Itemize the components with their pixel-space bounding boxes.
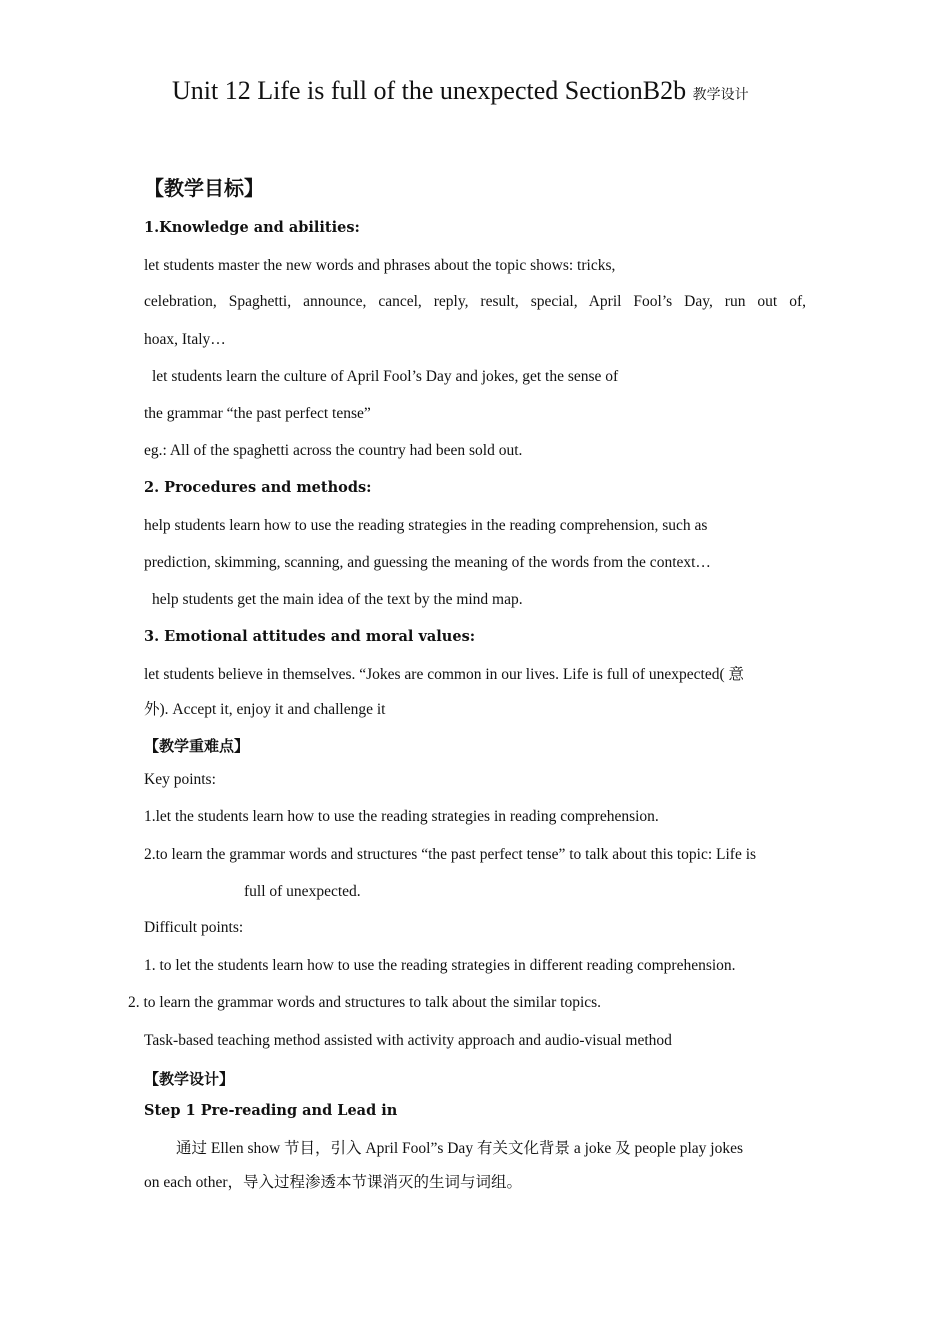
section2-heading: 2. Procedures and methods: [144, 479, 372, 496]
document-title [172, 76, 749, 106]
section1-line5: the grammar “the past perfect tense” [144, 405, 371, 422]
heading-design: 【教学设计】 [144, 1070, 235, 1088]
step1-paragraph-line1: 通过 Ellen show 节目，引入 April Fool”s Day 有关文化背景 a joke 及 people play jokes [176, 1140, 743, 1157]
section1-line3: hoax, Italy… [144, 331, 226, 348]
section1-heading: 1.Knowledge and abilities: [144, 219, 360, 236]
section2-line1: help students learn how to use the reading strategies in the reading comprehension, such as [144, 517, 708, 534]
step1-paragraph-line2: on each other，导入过程渗透本节课消灭的生词与词组。 [144, 1174, 522, 1191]
key-point-2b: full of unexpected. [244, 883, 361, 900]
section3-line2: 外). Accept it, enjoy it and challenge it [144, 701, 386, 718]
section2-line2: prediction, skimming, scanning, and guessing the meaning of the words from the context… [144, 554, 711, 571]
section1-line4: let students learn the culture of April Fool’s Day and jokes, get the sense of [152, 368, 619, 385]
difficult-point-1: 1. to let the students learn how to use the reading strategies in different reading comprehension. [144, 957, 736, 974]
section3-line1: let students believe in themselves. “Jokes are common in our lives. Life is full of unexpected( 意 [144, 666, 745, 683]
heading-objectives: 【教学目标】 [144, 176, 264, 200]
heading-keypoints: 【教学重难点】 [144, 737, 250, 755]
key-points-label: Key points: [144, 771, 216, 788]
teaching-method: Task-based teaching method assisted with activity approach and audio-visual method [144, 1032, 672, 1049]
section1-line2: celebration, Spaghetti, announce, cancel, reply, result, special, April Fool’s Day, run out of, [144, 293, 806, 310]
difficult-points-label: Difficult points: [144, 919, 244, 936]
title-main: Unit 12 Life is full of the unexpected SectionB2b [172, 76, 687, 105]
key-point-2a: 2.to learn the grammar words and structures “the past perfect tense” to talk about this topic: Life is [144, 846, 757, 863]
title-suffix: 教学设计 [692, 87, 749, 103]
section1-line6: eg.: All of the spaghetti across the country had been sold out. [144, 442, 523, 459]
section1-line1: let students master the new words and phrases about the topic shows: tricks, [144, 257, 616, 274]
difficult-point-2: 2. to learn the grammar words and structures to talk about the similar topics. [128, 994, 602, 1011]
key-point-1: 1.let the students learn how to use the reading strategies in reading comprehension. [144, 808, 659, 825]
step1-heading: Step 1 Pre-reading and Lead in [144, 1102, 398, 1119]
section3-heading: 3. Emotional attitudes and moral values: [144, 628, 476, 645]
section2-line3: help students get the main idea of the text by the mind map. [152, 591, 523, 608]
